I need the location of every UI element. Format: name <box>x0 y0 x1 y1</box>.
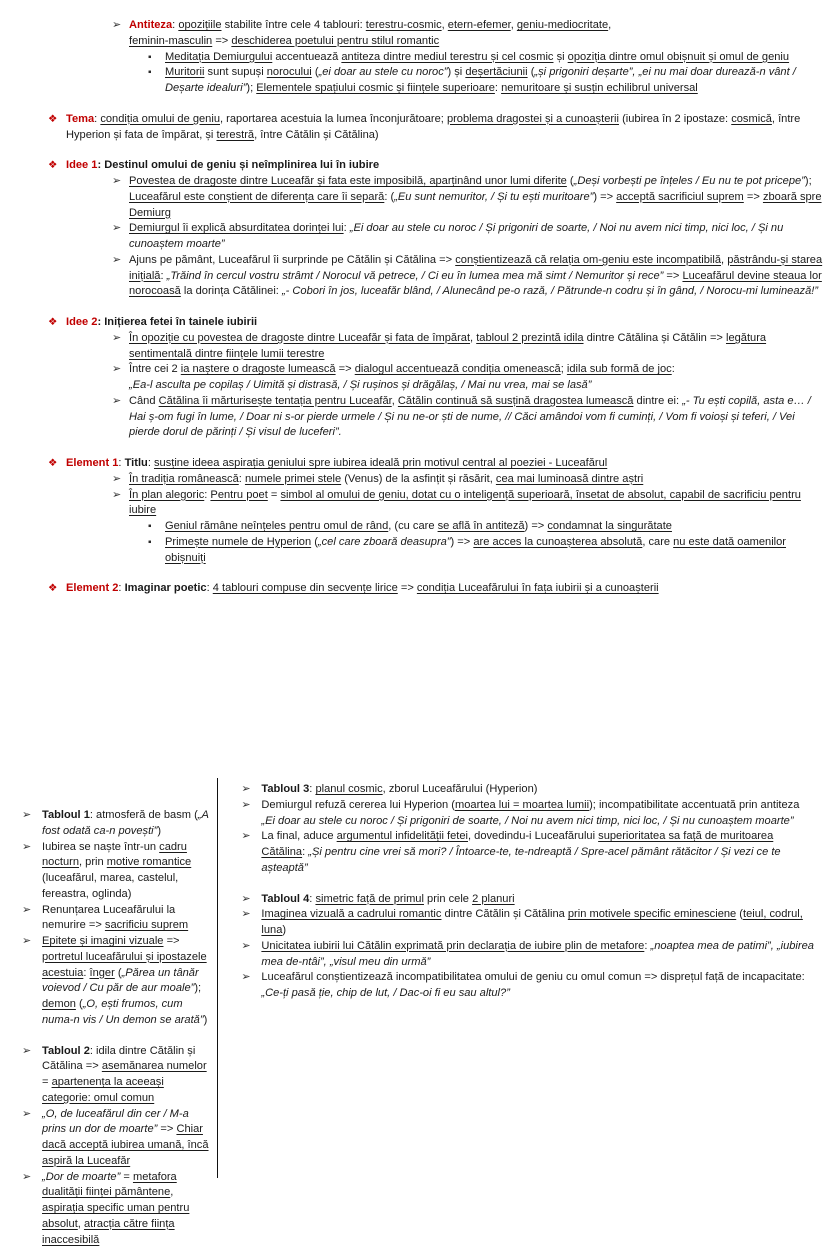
bullet-element1-sub2 <box>148 535 828 567</box>
tabloul4-label: Tabloul 4 <box>261 893 309 905</box>
bullet-left-4 <box>22 934 211 1029</box>
spacer <box>0 143 828 158</box>
arrow-bullet-icon: ➢ <box>241 782 261 798</box>
left-item7-text: „Dor de moarte” = metafora dualității ființei pământene, aspirația specific uman pentru absolut, atracția către ființa inaccesibilă <box>42 1170 211 1248</box>
arrow-bullet-icon: ➢ <box>22 840 42 856</box>
arrow-bullet-icon: ➢ <box>112 253 129 269</box>
arrow-bullet-icon: ➢ <box>112 331 129 347</box>
bullet-muritorii <box>148 65 828 97</box>
diamond-bullet-icon: ❖ <box>48 158 66 173</box>
diamond-bullet-icon: ❖ <box>48 581 66 596</box>
two-column-section <box>0 782 828 1248</box>
bullet-element1-2 <box>112 488 828 520</box>
diamond-bullet-icon: ❖ <box>48 112 66 127</box>
element1-sub2-text: Primește numele de Hyperion („cel care zboară deasupra”) => are acces la cunoașterea absolută, care nu este dată oamenilor obișnuiți <box>165 535 828 567</box>
left-item2-text: Iubirea se naște într-un cadru nocturn, prin motive romantice (luceafărul, marea, castelul, fereastra, oglinda) <box>42 840 211 903</box>
right-item7-text: Luceafărul conștientizează incompatibilitatea omului de geniu cu omul comun => disprețul față de incapacitate: „Ce-ți pasă ție, chip de lut, / Dac-oi fi eu sau altul?” <box>261 970 814 1002</box>
square-bullet-icon: ▪ <box>148 536 165 550</box>
arrow-bullet-icon: ➢ <box>241 829 261 845</box>
arrow-bullet-icon: ➢ <box>241 939 261 955</box>
arrow-bullet-icon: ➢ <box>112 18 129 34</box>
bullet-right-7 <box>241 970 814 1002</box>
tabloul4-text: Tabloul 4: simetric față de primul prin cele 2 planuri <box>261 892 814 908</box>
bullet-left-2 <box>22 840 211 903</box>
square-bullet-icon: ▪ <box>148 520 165 534</box>
arrow-bullet-icon: ➢ <box>22 1044 42 1060</box>
idee1-item2-text: Demiurgul îi explică absurditatea dorinței lui: „Ei doar au stele cu noroc / Și prigoniri de soarte, / Noi nu avem nici timp, nici loc, / Și nu cunoaștem moarte” <box>129 221 828 253</box>
idee2-item2-text: Între cei 2 ia naștere o dragoste lumească => dialogul accentuează condiția omenească; idila sub formă de joc: „Ea-l asculta pe copilaș / Uimită și distrasă, / Și rușinos și drăgălaș, / Mai nu vrea, mai se lasă” <box>129 362 828 394</box>
element1-item1-text: În tradiția românească: numele primei stele (Venus) de la asfințit și răsărit, cea mai luminoasă dintre aștri <box>129 472 828 488</box>
arrow-bullet-icon: ➢ <box>22 1170 42 1186</box>
right-item2-text: Demiurgul refuză cererea lui Hyperion (moartea lui = moartea lumii); incompatibilitate accentuată prin antiteza „Ei doar au stele cu noroc / Și prigoniri de soarte, / Noi nu avem nici timp, nici loc, / Și nu cunoaștem moarte” <box>261 798 814 830</box>
element1-heading-text: Element 1: Titlu: susține ideea aspirația geniului spre iubirea ideală prin motivul central al poeziei - Luceafărul <box>66 456 828 472</box>
tabloul3-label: Tabloul 3 <box>261 783 309 795</box>
tabloul2-label: Tabloul 2 <box>42 1045 90 1057</box>
element2-label: Element 2 <box>66 582 118 594</box>
tabloul1-text: Tabloul 1: atmosferă de basm („A fost odată ca-n povești”) <box>42 808 211 840</box>
bullet-left-7 <box>22 1170 211 1248</box>
meditatia-text: Meditația Demiurgului accentuează antiteza dintre mediul terestru și cel cosmic și opoziția dintre omul obișnuit și omul de geniu <box>165 50 828 66</box>
document-page <box>0 18 828 1189</box>
arrow-bullet-icon: ➢ <box>241 907 261 923</box>
arrow-bullet-icon: ➢ <box>22 808 42 824</box>
antiteza-text: Antiteza: opozițiile stabilite între cele 4 tablouri: terestru-cosmic, etern-efemer, geniu-mediocritate, feminin-masculin => deschiderea poetului pentru stilul romantic <box>129 18 828 50</box>
arrow-bullet-icon: ➢ <box>112 472 129 488</box>
tabloul3-text: Tabloul 3: planul cosmic, zborul Luceafărului (Hyperion) <box>261 782 814 798</box>
idee2-heading-text: Idee 2: Inițierea fetei în tainele iubirii <box>66 315 828 331</box>
bullet-idee1-2 <box>112 221 828 253</box>
tema-label: Tema <box>66 113 94 125</box>
left-item6-text: „O, de luceafărul din cer / M-a prins un dor de moarte” => Chiar dacă acceptă iubirea umană, încă aspiră la Luceafăr <box>42 1107 211 1170</box>
idee1-item3-text: Ajuns pe pământ, Luceafărul îi surprinde pe Cătălin și Cătălina => conștientizează că relația om-geniu este incompatibilă, păstrându-și starea inițială: „Trăind în cercul vostru strâmt / Norocul vă petrece, / Ci eu în lumea mea mă simt / Nemuritor și rece” => Luceafărul devine steaua lor norocoasă la dorința Cătălinei: „- Cobori în jos, luceafăr blând, / Alunecând pe-o rază, / Pătrunde-n codru și în gând, / Norocu-mi luminează!” <box>129 253 828 300</box>
element2-heading-text: Element 2: Imaginar poetic: 4 tablouri compuse din secvențe lirice => condiția Luceafărului în fața iubirii și a cunoașterii <box>66 581 828 597</box>
tabloul1-label: Tabloul 1 <box>42 809 90 821</box>
spacer <box>0 300 828 315</box>
bullet-right-3 <box>241 829 814 876</box>
muritorii-text: Muritorii sunt supuși norocului („ei doar au stele cu noroc”) și deșertăciunii („și prigoniri deșarte”, „ei nu mai doar durează-n vânt / Deșarte idealuri”); Elementele spațiului cosmic și ființele superioare: nemuritoare și susțin echilibrul universal <box>165 65 828 97</box>
tabloul2-text: Tabloul 2: idila dintre Cătălin și Cătălina => asemănarea numelor = apartenența la aceeași categorie: omul comun <box>42 1044 211 1107</box>
bullet-right-5 <box>241 907 814 939</box>
square-bullet-icon: ▪ <box>148 51 165 65</box>
element1-item2-text: În plan alegoric: Pentru poet = simbol al omului de geniu, dotat cu o inteligență superioară, însetat de absolut, capabil de sacrificiu pentru iubire <box>129 488 828 520</box>
spacer <box>22 1029 211 1044</box>
right-item3-text: La final, aduce argumentul infidelității fetei, dovedindu-i Luceafărului superioritatea sa față de muritoarea Cătălina: „Și pentru cine vrei să mori? / Întoarce-te, te-ndreaptă / Spre-acel pământ rătăcitor / Și vezi ce te așteaptă” <box>261 829 814 876</box>
heading-idee-1 <box>48 158 828 174</box>
idee2-item3-text: Când Cătălina îi mărturisește tentația pentru Luceafăr, Cătălin continuă să susțină dragostea lumească dintre ei: „- Tu ești copilă, asta e… / Hai ș-om fugi în lume, / Doar ni s-or pierde urmele / Și nu ne-or ști de nume, // Căci amândoi vom fi cuminți, / Vom fi voioși și teferi, / Vei pierde dorul de părinți / Și visul de luceferi”. <box>129 394 828 441</box>
spacer <box>0 441 828 456</box>
arrow-bullet-icon: ➢ <box>241 970 261 986</box>
antiteza-label: Antiteza <box>129 19 172 31</box>
arrow-bullet-icon: ➢ <box>22 934 42 950</box>
right-item5-text: Imaginea vizuală a cadrului romantic dintre Cătălin și Cătălina prin motivele specific eminesciene (teiul, codrul, luna) <box>261 907 814 939</box>
arrow-bullet-icon: ➢ <box>112 394 129 410</box>
arrow-bullet-icon: ➢ <box>241 892 261 908</box>
heading-idee-2 <box>48 315 828 331</box>
left-column <box>0 782 217 1248</box>
right-item6-text: Unicitatea iubirii lui Cătălin exprimată prin declarația de iubire plin de metafore: „noaptea mea de patimi”, „iubirea mea de-ntâi”, „visul meu din urmă” <box>261 939 814 971</box>
spacer <box>241 877 814 892</box>
bullet-element1-sub1 <box>148 519 828 535</box>
bullet-idee2-3 <box>112 394 828 441</box>
tema-text: Tema: condiția omului de geniu, raportarea acestuia la lumea înconjurătoare; problema dragostei și a cunoașterii (iubirea în 2 ipostaze: cosmică, între Hyperion și fata de împărat, și terestră, între Cătălin și Cătălina) <box>66 112 828 144</box>
bullet-tabloul-1 <box>22 808 211 840</box>
bullet-left-3 <box>22 903 211 935</box>
left-item3-text: Renunțarea Luceafărului la nemurire => sacrificiu suprem <box>42 903 211 935</box>
bullet-meditatia-demiurgului <box>148 50 828 66</box>
bullet-right-2 <box>241 798 814 830</box>
idee1-item1-text: Povestea de dragoste dintre Luceafăr și fata este imposibilă, aparținând unor lumi diferite („Deși vorbești pe înțeles / Eu nu te pot pricepe”); Luceafărul este conștient de diferența care îi separă: („Eu sunt nemuritor, / Și tu ești muritoare”) => acceptă sacrificiul suprem => zboară spre Demiurg <box>129 174 828 221</box>
right-column <box>218 782 828 1248</box>
arrow-bullet-icon: ➢ <box>22 1107 42 1123</box>
bullet-tabloul-4 <box>241 892 814 908</box>
bullet-idee2-1 <box>112 331 828 363</box>
bullet-right-6 <box>241 939 814 971</box>
bullet-left-6 <box>22 1107 211 1170</box>
element1-label: Element 1 <box>66 457 118 469</box>
idee1-label: Idee 1 <box>66 159 97 171</box>
idee1-heading-text: Idee 1: Destinul omului de geniu și neîmplinirea lui în iubire <box>66 158 828 174</box>
spacer <box>0 97 828 112</box>
bullet-idee1-1 <box>112 174 828 221</box>
bullet-tabloul-2 <box>22 1044 211 1107</box>
arrow-bullet-icon: ➢ <box>112 488 129 504</box>
idee2-label: Idee 2 <box>66 316 97 328</box>
bullet-tema <box>48 112 828 144</box>
diamond-bullet-icon: ❖ <box>48 315 66 330</box>
diamond-bullet-icon: ❖ <box>48 456 66 471</box>
bullet-tabloul-3 <box>241 782 814 798</box>
idee2-item1-text: În opoziție cu povestea de dragoste dintre Luceafăr și fata de împărat, tabloul 2 prezintă idila dintre Cătălina și Cătălin => legătura sentimentală dintre ființele lumii terestre <box>129 331 828 363</box>
heading-element-1 <box>48 456 828 472</box>
arrow-bullet-icon: ➢ <box>112 174 129 190</box>
square-bullet-icon: ▪ <box>148 66 165 80</box>
arrow-bullet-icon: ➢ <box>241 798 261 814</box>
bullet-idee2-2 <box>112 362 828 394</box>
bullet-element1-1 <box>112 472 828 488</box>
arrow-bullet-icon: ➢ <box>112 221 129 237</box>
element1-sub1-text: Geniul rămâne neînțeles pentru omul de rând, (cu care se află în antiteză) => condamnat la singurătate <box>165 519 828 535</box>
bullet-idee1-3 <box>112 253 828 300</box>
arrow-bullet-icon: ➢ <box>22 903 42 919</box>
bullet-antiteza <box>112 18 828 50</box>
arrow-bullet-icon: ➢ <box>112 362 129 378</box>
spacer <box>0 566 828 581</box>
heading-element-2 <box>48 581 828 597</box>
left-item4-text: Epitete și imagini vizuale => portretul luceafărului și ipostazele acestuia: înger („Părea un tânăr voievod / Cu păr de aur moale”); demon („O, ești frumos, cum numa-n vis / Un demon se arată”) <box>42 934 211 1029</box>
